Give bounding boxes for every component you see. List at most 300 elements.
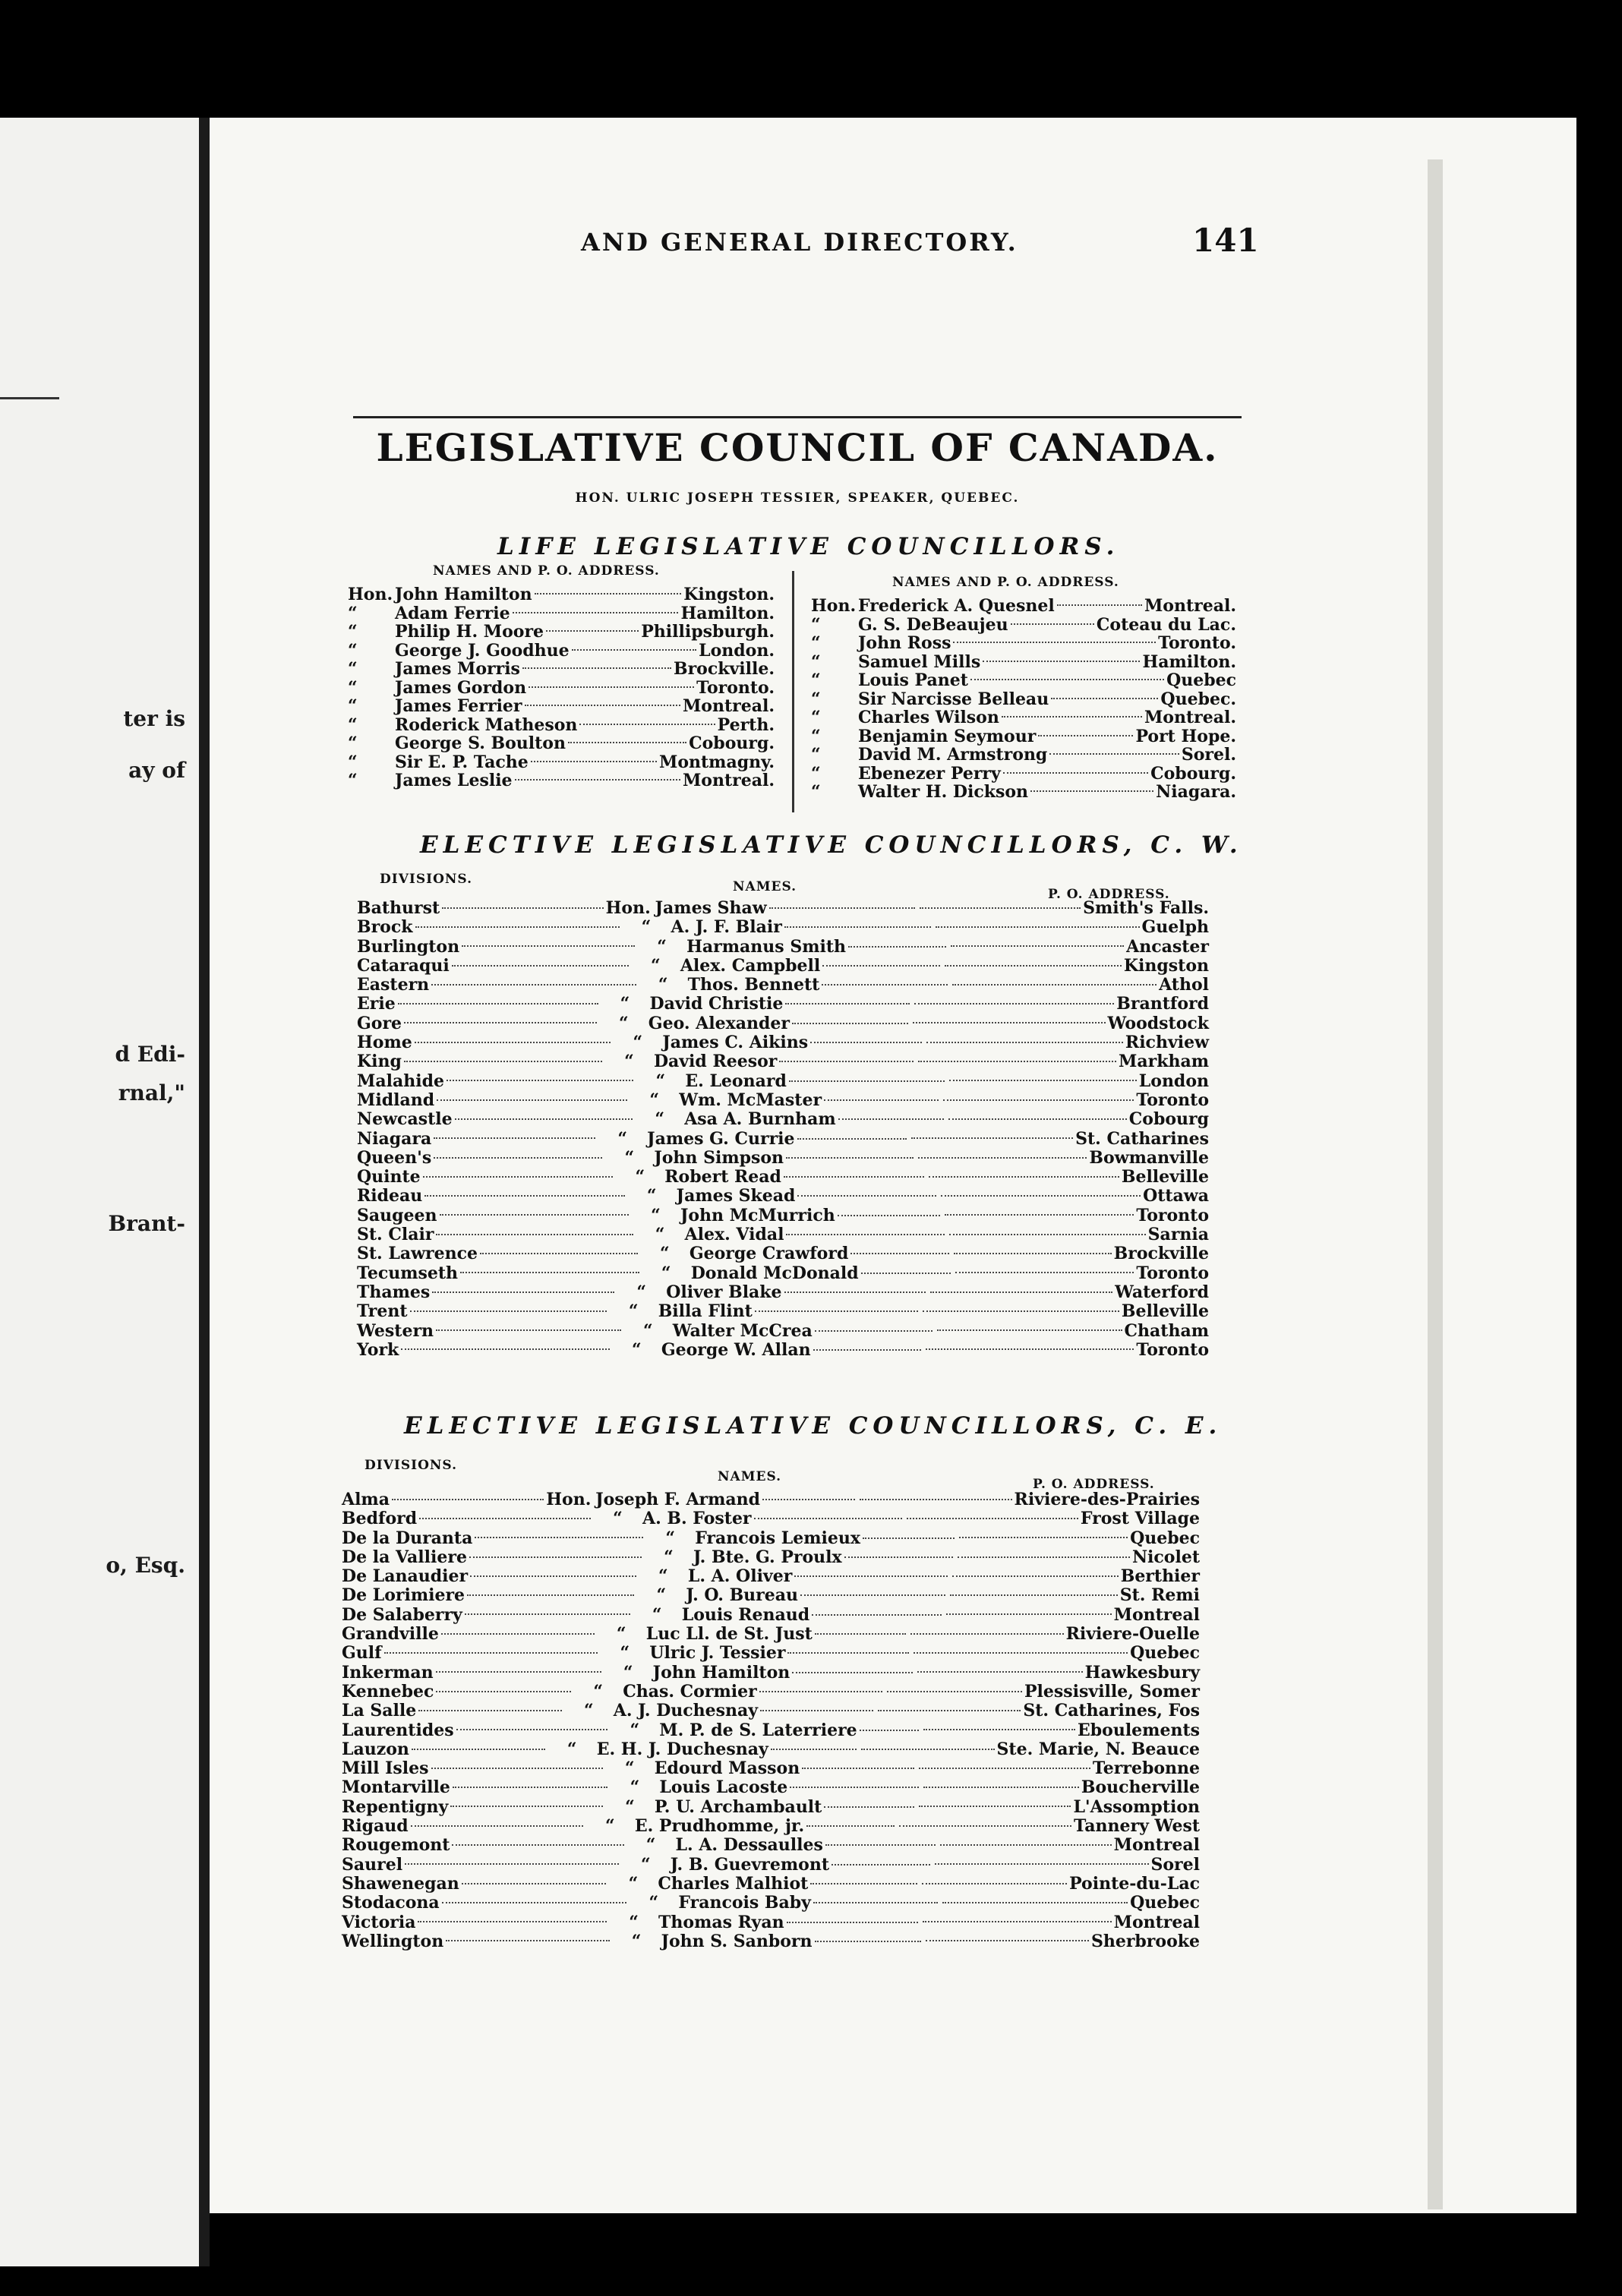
councillor-name: L. A. Oliver	[687, 1566, 793, 1587]
dot-leader	[469, 1556, 642, 1558]
honorific: Hon.	[348, 585, 393, 604]
post-office-address: Toronto.	[696, 677, 775, 698]
post-office-address: Brockville.	[673, 659, 775, 679]
councillor-row	[357, 1321, 1209, 1340]
dot-leader	[926, 1042, 1123, 1043]
councillor-name: Robert Read	[664, 1167, 781, 1187]
councillor-row	[348, 733, 775, 752]
division-name: De Lanaudier	[342, 1566, 469, 1587]
post-office-address: Athol	[1159, 975, 1209, 995]
honorific: “	[593, 1681, 604, 1702]
name-cell	[604, 1663, 915, 1683]
dot-leader	[844, 1556, 953, 1558]
honorific: “	[348, 752, 358, 772]
post-office-address: Coteau du Lac.	[1096, 614, 1236, 635]
dot-leader	[442, 1902, 627, 1903]
honorific: “	[632, 1339, 642, 1360]
dot-leader	[832, 1864, 930, 1866]
councillor-name: Ulric J. Tessier	[649, 1643, 786, 1664]
councillor-name: John McMurrich	[680, 1205, 835, 1225]
councillor-name: Samuel Mills	[858, 651, 981, 672]
councillor-name: Wm. McMaster	[679, 1090, 822, 1110]
honorific: “	[651, 955, 661, 976]
councillor-name: A. B. Foster	[642, 1509, 752, 1529]
post-office-address: Berthier	[1120, 1566, 1201, 1587]
dot-leader	[410, 1310, 607, 1312]
division-name: Alma	[342, 1490, 390, 1509]
dot-leader	[1030, 790, 1153, 792]
dot-leader	[572, 649, 697, 651]
honorific: “	[348, 659, 358, 679]
dot-leader	[824, 1806, 914, 1808]
post-office-address: Montreal.	[682, 771, 775, 790]
division-name: Laurentides	[342, 1720, 454, 1740]
councillor-row	[811, 633, 1236, 652]
honorific: “	[665, 1528, 676, 1548]
honorific: “	[630, 1777, 640, 1798]
honorific: “	[628, 1301, 639, 1322]
previous-page-fragment	[0, 118, 199, 2266]
councillor-row	[357, 898, 1209, 917]
name-cell	[631, 1206, 942, 1225]
name-cell	[593, 1509, 904, 1528]
dot-leader	[943, 1099, 1134, 1101]
councillor-row	[348, 585, 775, 604]
councillor-row	[357, 1263, 1209, 1282]
honorific: “	[348, 622, 358, 642]
councillor-row	[357, 1129, 1209, 1148]
name-cell	[636, 1585, 948, 1605]
councillor-name: Adam Ferrie	[395, 603, 510, 623]
post-office-address: Woodstock	[1107, 1013, 1210, 1033]
name-cell	[599, 1014, 910, 1033]
dot-leader	[440, 1214, 629, 1216]
division-name: De Salaberry	[342, 1604, 462, 1625]
dot-leader	[838, 1118, 945, 1120]
councillor-name: John Hamilton	[652, 1662, 790, 1683]
division-name: Bathurst	[357, 898, 440, 918]
post-office-address: Cobourg.	[1150, 763, 1236, 784]
dot-leader	[384, 1652, 598, 1654]
councillor-name: Asa A. Burnham	[684, 1109, 836, 1130]
dot-leader	[434, 1137, 595, 1139]
honorific: “	[631, 1931, 642, 1951]
division-name: Thames	[357, 1282, 431, 1302]
cw-names-header: NAMES.	[733, 879, 797, 894]
dot-leader	[452, 1844, 623, 1846]
post-office-address: Phillipsburgh.	[641, 622, 775, 642]
division-name: Tecumseth	[357, 1263, 459, 1283]
post-office-address: Eboulements	[1078, 1720, 1200, 1740]
councillor-row	[342, 1528, 1200, 1547]
dot-leader	[470, 1575, 636, 1577]
dot-leader	[935, 1863, 1149, 1865]
division-name: St. Clair	[357, 1225, 434, 1245]
councillor-name: Oliver Blake	[666, 1282, 782, 1302]
councillor-row	[357, 1109, 1209, 1128]
honorific: “	[625, 1796, 635, 1817]
honorific: “	[811, 745, 821, 765]
honorific: “	[655, 1225, 665, 1245]
dot-leader	[423, 1176, 614, 1178]
honorific: “	[657, 936, 667, 957]
division-name: Rougemont	[342, 1835, 450, 1856]
dot-leader	[952, 984, 1157, 986]
honorific: “	[811, 763, 821, 784]
dot-leader	[398, 1003, 598, 1004]
dot-leader	[926, 1348, 1134, 1350]
dot-leader	[769, 907, 915, 909]
councillor-name: Joseph F. Armand	[595, 1490, 761, 1509]
dot-leader	[789, 1080, 945, 1082]
post-office-address: Bowmanville	[1089, 1147, 1209, 1168]
dot-leader	[822, 965, 940, 967]
dot-leader	[946, 1613, 1112, 1615]
name-cell	[613, 1033, 924, 1052]
councillor-name: Edourd Masson	[654, 1758, 800, 1779]
councillor-name: M. P. de S. Laterriere	[659, 1720, 857, 1740]
dot-leader	[953, 642, 1156, 643]
dot-leader	[786, 1157, 914, 1159]
post-office-address: Markham	[1119, 1052, 1209, 1072]
division-name: Eastern	[357, 975, 430, 995]
dot-leader	[923, 1921, 1112, 1922]
dot-leader	[787, 1922, 918, 1923]
dot-leader	[436, 1234, 633, 1235]
post-office-address: Montreal	[1113, 1604, 1201, 1625]
councillor-row	[811, 782, 1236, 801]
post-office-address: Cobourg.	[689, 733, 775, 753]
division-name: Lauzon	[342, 1739, 409, 1759]
dot-leader	[838, 1215, 940, 1216]
division-name: Montarville	[342, 1777, 450, 1798]
honorific: “	[661, 1263, 671, 1283]
honorific: “	[635, 1167, 645, 1187]
left-fragment-text: rnal,"	[118, 1080, 185, 1105]
dot-leader	[760, 1710, 873, 1711]
dot-leader	[405, 1863, 619, 1865]
councillor-row	[348, 604, 775, 623]
name-cell	[597, 1624, 908, 1644]
dot-leader	[951, 945, 1124, 947]
dot-leader	[815, 1330, 932, 1332]
post-office-address: Brantford	[1116, 994, 1209, 1014]
dot-leader	[954, 1253, 1112, 1254]
cw-divisions-header: DIVISIONS.	[380, 872, 473, 887]
division-name: Inkerman	[342, 1662, 434, 1683]
name-cell	[644, 1547, 955, 1567]
name-cell	[636, 1071, 947, 1091]
councillor-row	[357, 937, 1209, 956]
honorific: “	[652, 1604, 662, 1625]
life-right-list	[811, 596, 1236, 801]
honorific: “	[641, 917, 652, 938]
honorific: Hon.	[546, 1490, 592, 1509]
name-cell	[605, 1797, 917, 1817]
councillor-name: Charles Malhiot	[658, 1873, 809, 1894]
councillor-name: David Christie	[649, 994, 784, 1014]
honorific: “	[811, 708, 821, 727]
dot-leader	[899, 1825, 1071, 1827]
honorific: “	[620, 1643, 630, 1664]
life-column-divider	[792, 571, 794, 812]
post-office-address: Hamilton.	[1142, 651, 1236, 672]
division-name: Niagara	[357, 1128, 432, 1149]
councillor-name: George S. Boulton	[395, 733, 566, 753]
dot-leader	[937, 1329, 1122, 1331]
councillor-row	[342, 1643, 1200, 1662]
councillor-row	[348, 715, 775, 734]
councillor-row	[342, 1605, 1200, 1624]
division-name: Gulf	[342, 1643, 382, 1664]
councillor-name: A. J. Duchesnay	[613, 1701, 759, 1721]
councillor-row	[342, 1566, 1200, 1585]
councillor-row	[348, 622, 775, 641]
honorific: “	[660, 1244, 670, 1264]
post-office-address: St. Catharines, Fos	[1023, 1701, 1201, 1721]
name-cell	[612, 1932, 923, 1951]
post-office-address: Riviere-Ouelle	[1065, 1624, 1200, 1645]
name-cell	[639, 975, 950, 995]
dot-leader	[983, 661, 1140, 662]
honorific: “	[658, 975, 668, 995]
councillor-name: James Gordon	[395, 677, 527, 698]
honorific: “	[655, 1109, 665, 1130]
dot-leader	[949, 1080, 1136, 1081]
post-office-address: Terrebonne	[1092, 1758, 1200, 1779]
name-cell	[573, 1682, 885, 1702]
post-office-address: Ancaster	[1126, 936, 1209, 957]
councillor-row	[342, 1913, 1200, 1932]
councillor-row	[357, 1014, 1209, 1033]
councillor-row	[811, 689, 1236, 708]
post-office-address: Perth.	[717, 714, 775, 735]
councillor-name: James Ferrier	[395, 696, 522, 716]
post-office-address: Toronto	[1136, 1263, 1209, 1283]
dot-leader	[913, 1022, 1106, 1023]
councillor-name: A. J. F. Blair	[671, 917, 782, 938]
dot-leader	[460, 1272, 639, 1273]
councillor-row	[342, 1874, 1200, 1893]
honorific: “	[348, 714, 358, 735]
councillor-name: G. S. DeBeaujeu	[858, 614, 1008, 635]
name-cell	[635, 1109, 946, 1129]
name-cell	[636, 1225, 947, 1244]
name-cell	[637, 937, 948, 957]
councillor-name: Roderick Matheson	[395, 714, 578, 735]
councillor-name: Ebenezer Perry	[858, 763, 1001, 784]
name-cell	[598, 1129, 909, 1149]
division-name: Malahide	[357, 1071, 444, 1091]
post-office-address: Plessisville, Somer	[1024, 1681, 1201, 1702]
left-page-rule	[0, 397, 59, 399]
councillor-row	[342, 1835, 1200, 1854]
dot-leader	[419, 1518, 591, 1519]
division-name: Newcastle	[357, 1109, 453, 1130]
councillor-row	[357, 1148, 1209, 1167]
dot-leader	[513, 612, 679, 613]
councillor-name: James C. Aikins	[662, 1033, 809, 1053]
dot-leader	[917, 1671, 1083, 1673]
dot-leader	[815, 1941, 921, 1942]
councillor-row	[342, 1855, 1200, 1874]
councillor-name: George W. Allan	[661, 1339, 811, 1360]
division-name: Cataraqui	[357, 955, 450, 976]
councillor-name: Donald McDonald	[690, 1263, 859, 1283]
dot-leader	[813, 1349, 921, 1351]
dot-leader	[535, 593, 682, 594]
councillor-row	[342, 1893, 1200, 1912]
dot-leader	[878, 1710, 1021, 1711]
post-office-address: Port Hope.	[1135, 726, 1236, 746]
division-name: Burlington	[357, 936, 460, 957]
honorific: “	[645, 1835, 656, 1856]
dot-leader	[441, 1633, 595, 1635]
dot-leader	[952, 1575, 1119, 1577]
councillor-name: Geo. Alexander	[648, 1013, 790, 1033]
councillor-name: Sir Narcisse Belleau	[858, 689, 1049, 709]
dot-leader	[436, 1671, 601, 1673]
dot-leader	[1003, 772, 1148, 774]
name-cell	[631, 956, 942, 976]
dot-leader	[810, 1042, 922, 1043]
cw-table	[357, 898, 1209, 1359]
dot-leader	[546, 630, 639, 632]
councillor-name: Harmanus Smith	[686, 936, 847, 957]
honorific: “	[646, 1186, 657, 1206]
dot-leader	[959, 1537, 1128, 1538]
post-office-address: Toronto.	[1158, 633, 1236, 653]
dot-leader	[515, 779, 680, 781]
honorific: “	[649, 1090, 660, 1110]
dot-leader	[467, 1594, 634, 1596]
councillor-row	[342, 1797, 1200, 1816]
councillor-name: Walter H. Dickson	[858, 782, 1029, 802]
honorific: “	[811, 689, 821, 709]
page-title: LEGISLATIVE COUNCIL OF CANADA.	[376, 425, 1219, 470]
dot-leader	[475, 1537, 643, 1538]
dot-leader	[568, 742, 686, 743]
dot-leader	[1049, 753, 1179, 755]
councillor-row	[348, 771, 775, 790]
division-name: Stodacona	[342, 1893, 440, 1913]
life-left-column-header: NAMES AND P. O. ADDRESS.	[433, 563, 660, 579]
name-cell	[546, 1490, 857, 1509]
councillor-row	[811, 708, 1236, 727]
honorific: “	[618, 1013, 629, 1033]
name-cell	[606, 898, 917, 918]
dot-leader	[579, 724, 715, 725]
dot-leader	[755, 1310, 918, 1312]
honorific: “	[636, 1282, 647, 1302]
councillor-name: J. Bte. G. Proulx	[693, 1547, 842, 1567]
councillor-name: Charles Wilson	[858, 708, 999, 727]
councillor-name: L. A. Dessaulles	[675, 1835, 823, 1856]
division-name: Trent	[357, 1301, 408, 1322]
division-name: Kennebec	[342, 1681, 434, 1702]
division-name: Shawenegan	[342, 1873, 459, 1894]
honorific: “	[624, 1147, 635, 1168]
post-office-address: Belleville	[1121, 1167, 1210, 1187]
dot-leader	[861, 1273, 951, 1274]
post-office-address: St. Catharines	[1075, 1128, 1209, 1149]
post-office-address: Sarnia	[1147, 1225, 1210, 1245]
post-office-address: Smith's Falls.	[1083, 898, 1210, 918]
post-office-address: Riviere-des-Prairies	[1014, 1490, 1201, 1509]
councillor-name: Alex. Vidal	[684, 1225, 784, 1245]
councillor-name: Louis Lacoste	[659, 1777, 788, 1798]
councillor-row	[357, 1186, 1209, 1205]
post-office-address: Quebec	[1166, 670, 1236, 690]
page-edge-shadow	[1428, 159, 1443, 2209]
dot-leader	[404, 1061, 602, 1062]
councillor-row	[342, 1758, 1200, 1777]
dot-leader	[824, 1099, 939, 1101]
honorific: “	[642, 1320, 653, 1341]
name-cell	[626, 1835, 938, 1855]
name-cell	[585, 1816, 897, 1836]
post-office-address: Sorel	[1150, 1854, 1201, 1875]
councillor-name: Thos. Bennett	[687, 975, 820, 995]
councillor-row	[811, 652, 1236, 671]
dot-leader	[1057, 604, 1142, 606]
post-office-address: Quebec	[1130, 1528, 1200, 1548]
division-name: St. Lawrence	[357, 1244, 478, 1264]
councillor-row	[342, 1816, 1200, 1835]
dot-leader	[411, 1825, 583, 1827]
post-office-address: Toronto	[1136, 1090, 1209, 1110]
name-cell	[600, 1643, 911, 1663]
dot-leader	[1038, 735, 1133, 736]
post-office-address: Quebec	[1130, 1893, 1200, 1913]
book-gutter	[199, 118, 210, 2266]
dot-leader	[1011, 623, 1094, 625]
dot-leader	[531, 761, 657, 762]
honorific: “	[620, 994, 630, 1014]
dot-leader	[424, 1195, 624, 1197]
dot-leader	[800, 1594, 945, 1596]
dot-leader	[792, 1023, 908, 1024]
dot-leader	[848, 946, 946, 948]
post-office-address: Belleville	[1121, 1301, 1210, 1322]
councillor-row	[342, 1739, 1200, 1758]
honorific: “	[566, 1739, 577, 1759]
dot-leader	[785, 1003, 909, 1004]
dot-leader	[434, 1157, 602, 1159]
name-cell	[621, 1855, 932, 1875]
division-name: Erie	[357, 994, 396, 1014]
dot-leader	[452, 965, 629, 967]
name-cell	[645, 1528, 957, 1548]
dot-leader	[812, 1614, 942, 1616]
councillor-row	[357, 1052, 1209, 1071]
dot-leader	[790, 1787, 919, 1788]
dot-leader	[447, 1080, 633, 1081]
dot-leader	[529, 686, 694, 688]
post-office-address: Guelph	[1141, 917, 1210, 938]
post-office-address: Montmagny.	[658, 752, 775, 772]
councillor-name: Alex. Campbell	[680, 955, 821, 976]
honorific: “	[658, 1566, 668, 1587]
dot-leader	[415, 926, 620, 928]
post-office-address: Brockville	[1113, 1244, 1209, 1264]
division-name: Western	[357, 1320, 434, 1341]
honorific: “	[605, 1816, 615, 1837]
name-cell	[615, 1167, 926, 1187]
councillor-name: James Morris	[395, 659, 520, 679]
name-cell	[604, 1052, 916, 1071]
name-cell	[627, 1186, 939, 1206]
